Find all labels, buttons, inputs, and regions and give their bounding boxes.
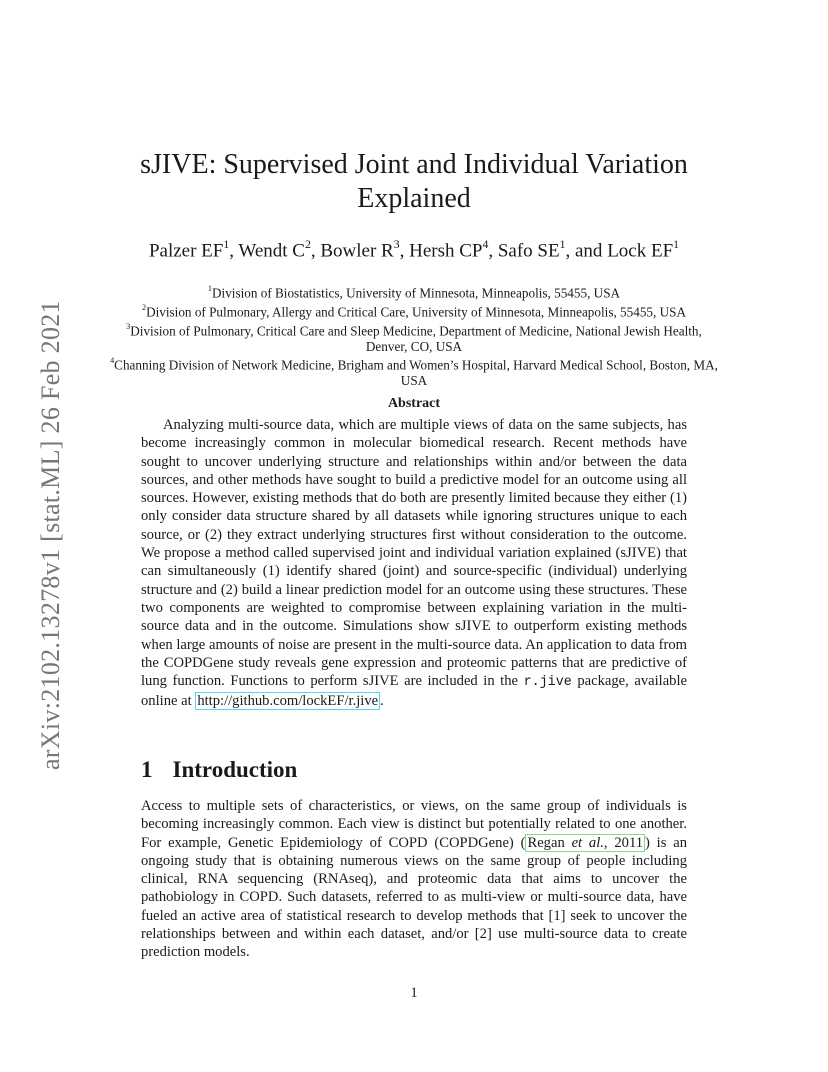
- affiliation: [105, 301, 723, 320]
- citation-link[interactable]: [525, 834, 645, 852]
- affiliation-marker: 1: [207, 284, 212, 294]
- paper-title: [80, 148, 748, 216]
- author-name: Bowler R: [320, 240, 394, 262]
- introduction-body: [141, 797, 687, 962]
- affiliation-text: Channing Division of Network Medicine, Brigham and Women’s Hospital, Harvard Medical School, Boston, MA, USA: [114, 357, 718, 389]
- affiliation-text: Division of Pulmonary, Critical Care and Sleep Medicine, Department of Medicine, National Jewish Health, Denver, CO, USA: [130, 323, 702, 354]
- abstract-body: [141, 416, 687, 711]
- author-separator: ,: [229, 240, 239, 262]
- page-number: 1: [410, 985, 418, 1001]
- section-title: Introduction: [172, 757, 298, 782]
- author-name: Lock EF: [607, 240, 674, 262]
- affiliations: [105, 282, 723, 389]
- author-name: Wendt C: [238, 240, 305, 262]
- cite-etal: et al.: [571, 834, 604, 851]
- author-affiliation-marker: 1: [673, 237, 680, 251]
- author-affiliation-marker: 3: [393, 237, 400, 251]
- intro-text: Access to multiple sets of characteristics, or views, on the same group of individuals is becoming increasingly common. Each view is distinct but potentially related to one another. For example, Genetic Epidemiology of COPD (COPDGene) (: [141, 798, 687, 851]
- author-affiliation-marker: 1: [559, 237, 566, 251]
- affiliation: [105, 282, 723, 301]
- section-number: 1: [141, 757, 153, 782]
- author-affiliation-marker: 4: [482, 237, 489, 251]
- author-affiliation-marker: 1: [223, 237, 230, 251]
- author-name: Hersh CP: [409, 240, 483, 262]
- author-name: Safo SE: [497, 240, 560, 262]
- cite-author: Regan: [527, 834, 572, 851]
- abstract-end: .: [380, 693, 384, 710]
- github-link[interactable]: http://github.com/lockEF/r.jive: [197, 693, 379, 710]
- intro-text-continued: ) is an ongoing study that is obtaining numerous views on the same group of people including clinical, RNA sequencing (RNAseq), and proteomic data that aims to uncover the pathobiology in COPD. Such datasets, referred to as multi-view or multi-source data, have fueled an active area of statistical research to develop methods that [1] seek to uncover the relationships between and within each dataset, and/or [2] use multi-source data to create prediction models.: [141, 834, 687, 961]
- affiliation: [105, 354, 723, 388]
- affiliation-marker: 2: [142, 303, 147, 313]
- author-list: [80, 233, 748, 264]
- affiliation-text: Division of Pulmonary, Allergy and Critical Care, University of Minnesota, Minneapolis, 55455, USA: [146, 304, 686, 320]
- author-separator: ,: [310, 240, 321, 262]
- abstract-text-continued: package, available online at: [141, 673, 688, 710]
- cite-year: , 2011: [603, 834, 644, 851]
- section-heading-introduction: [141, 757, 297, 783]
- author-name: Palzer EF: [148, 240, 224, 262]
- title-line-1: sJIVE: Supervised Joint and Individual Variation: [140, 149, 688, 180]
- affiliation-marker: 3: [126, 321, 131, 331]
- affiliation-text: Division of Biostatistics, University of Minnesota, Minneapolis, 55455, USA: [212, 285, 621, 301]
- abstract-heading: Abstract: [387, 396, 441, 411]
- arxiv-identifier: arXiv:2102.13278v1 [stat.ML] 26 Feb 2021: [36, 300, 65, 770]
- author-separator: ,: [488, 240, 498, 262]
- abstract-text: Analyzing multi-source data, which are multiple views of data on the same subjects, has become increasingly common in molecular biomedical research. Recent methods have sought to uncover underlying structure and relationships within and/or between the data sources, and other methods have sought to build a predictive model for an outcome using all sources. However, existing methods that do both are presently limited because they either (1) only consider data structure shared by all datasets while ignoring structures unique to each source, or (2) they extract underlying structures first without consideration to the outcome. We propose a method called supervised joint and individual variation explained (sJIVE) that can simultaneously (1) identify shared (joint) and source-specific (individual) underlying structure and (2) build a linear prediction model for an outcome using these structures. These two components are weighted to compromise between explaining variation in the multi-source data and in the outcome. Simulations show sJIVE to outperform existing methods when large amounts of noise are present in the multi-source data. An application to data from the COPDGene study reveals gene expression and proteomic patterns that are predictive of lung function. Functions to perform sJIVE are included in the: [141, 417, 687, 690]
- title-line-2: Explained: [357, 183, 471, 214]
- affiliation-marker: 4: [110, 356, 115, 366]
- author-affiliation-marker: 2: [304, 237, 311, 251]
- package-name: r.jive: [523, 675, 572, 691]
- author-separator: ,: [399, 240, 410, 262]
- affiliation: [105, 320, 723, 354]
- author-separator: , and: [565, 240, 608, 262]
